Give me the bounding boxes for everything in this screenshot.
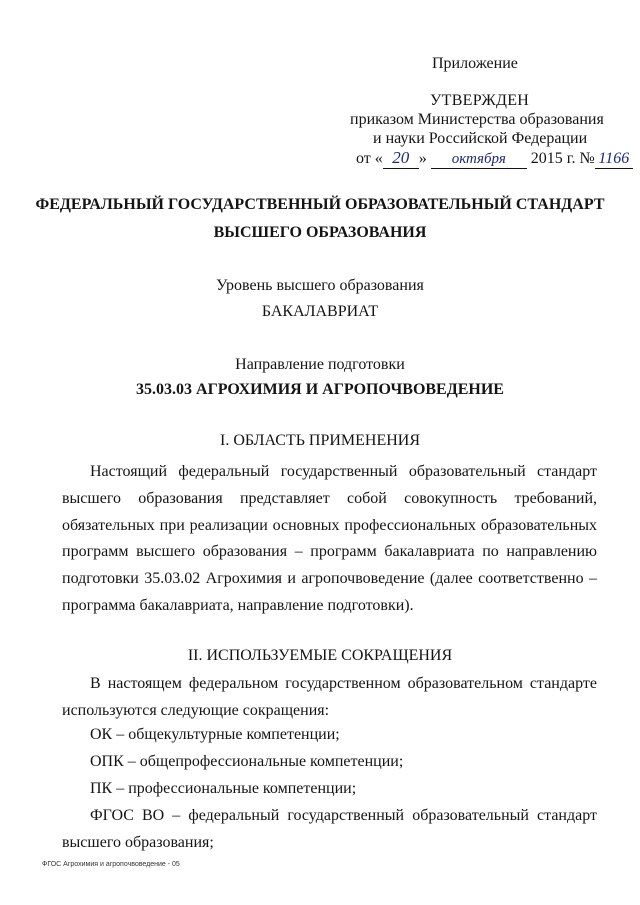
date-mid: » [418,150,427,167]
order-number: 1166 [595,150,633,169]
abbr-item-pk: ПК – профессиональные компетенции; [90,780,357,797]
date-year: 2015 г. № [530,150,595,167]
abbr-item-ok: ОК – общекультурные компетенции; [90,726,340,743]
level-value: БАКАЛАВРИАТ [261,303,379,320]
footer-text: ФГОС Агрохимия и агропочвоведение - 05 [42,861,180,868]
section-2-intro: В настоящем федеральном государственном образовательном стандарте используются следующие сокращения: [62,675,597,719]
section-2-intro-paragraph [62,671,597,725]
abbr-item-opk: ОПК – общепрофессиональные компетенции; [90,753,404,770]
title-line-2: ВЫСШЕГО ОБРАЗОВАНИЯ [213,224,427,241]
abbr-item-fgos: ФГОС ВО – федеральный государственный образовательный стандарт высшего образования; [62,807,597,851]
abbr-item-fgos-paragraph [62,803,597,857]
section-1-paragraph [62,459,597,620]
ministry-line: и науки Российской Федерации [373,130,588,147]
level-label: Уровень высшего образования [216,277,424,294]
section-1-heading: I. ОБЛАСТЬ ПРИМЕНЕНИЯ [219,432,421,449]
title-line-1: ФЕДЕРАЛЬНЫЙ ГОСУДАРСТВЕННЫЙ ОБРАЗОВАТЕЛЬНЫЙ СТАНДАРТ [35,196,605,213]
date-line [356,148,633,169]
direction-label: Направление подготовки [235,356,405,373]
order-line: приказом Министерства образования [350,111,604,128]
date-prefix: от « [356,150,383,167]
appendix-label: Приложение [432,55,518,72]
date-day: 20 [383,148,419,169]
approved-label: УТВЕРЖДЕН [430,92,530,109]
direction-value: 35.03.03 АГРОХИМИЯ И АГРОПОЧВОВЕДЕНИЕ [136,381,504,398]
section-2-heading: II. ИСПОЛЬЗУЕМЫЕ СОКРАЩЕНИЯ [187,647,453,664]
date-month: октября [431,151,527,169]
section-1-text: Настоящий федеральный государственный образовательный стандарт высшего образования представляет собой совокупность требований, обязательных при реализации основных профессиональных образовательных программ высшего образования – программ бакалавриата по направлению подготовки 35.03.02 Агрохимия и агропочвоведение (далее соответственно – программа бакалавриата, направление подготовки). [62,463,597,614]
